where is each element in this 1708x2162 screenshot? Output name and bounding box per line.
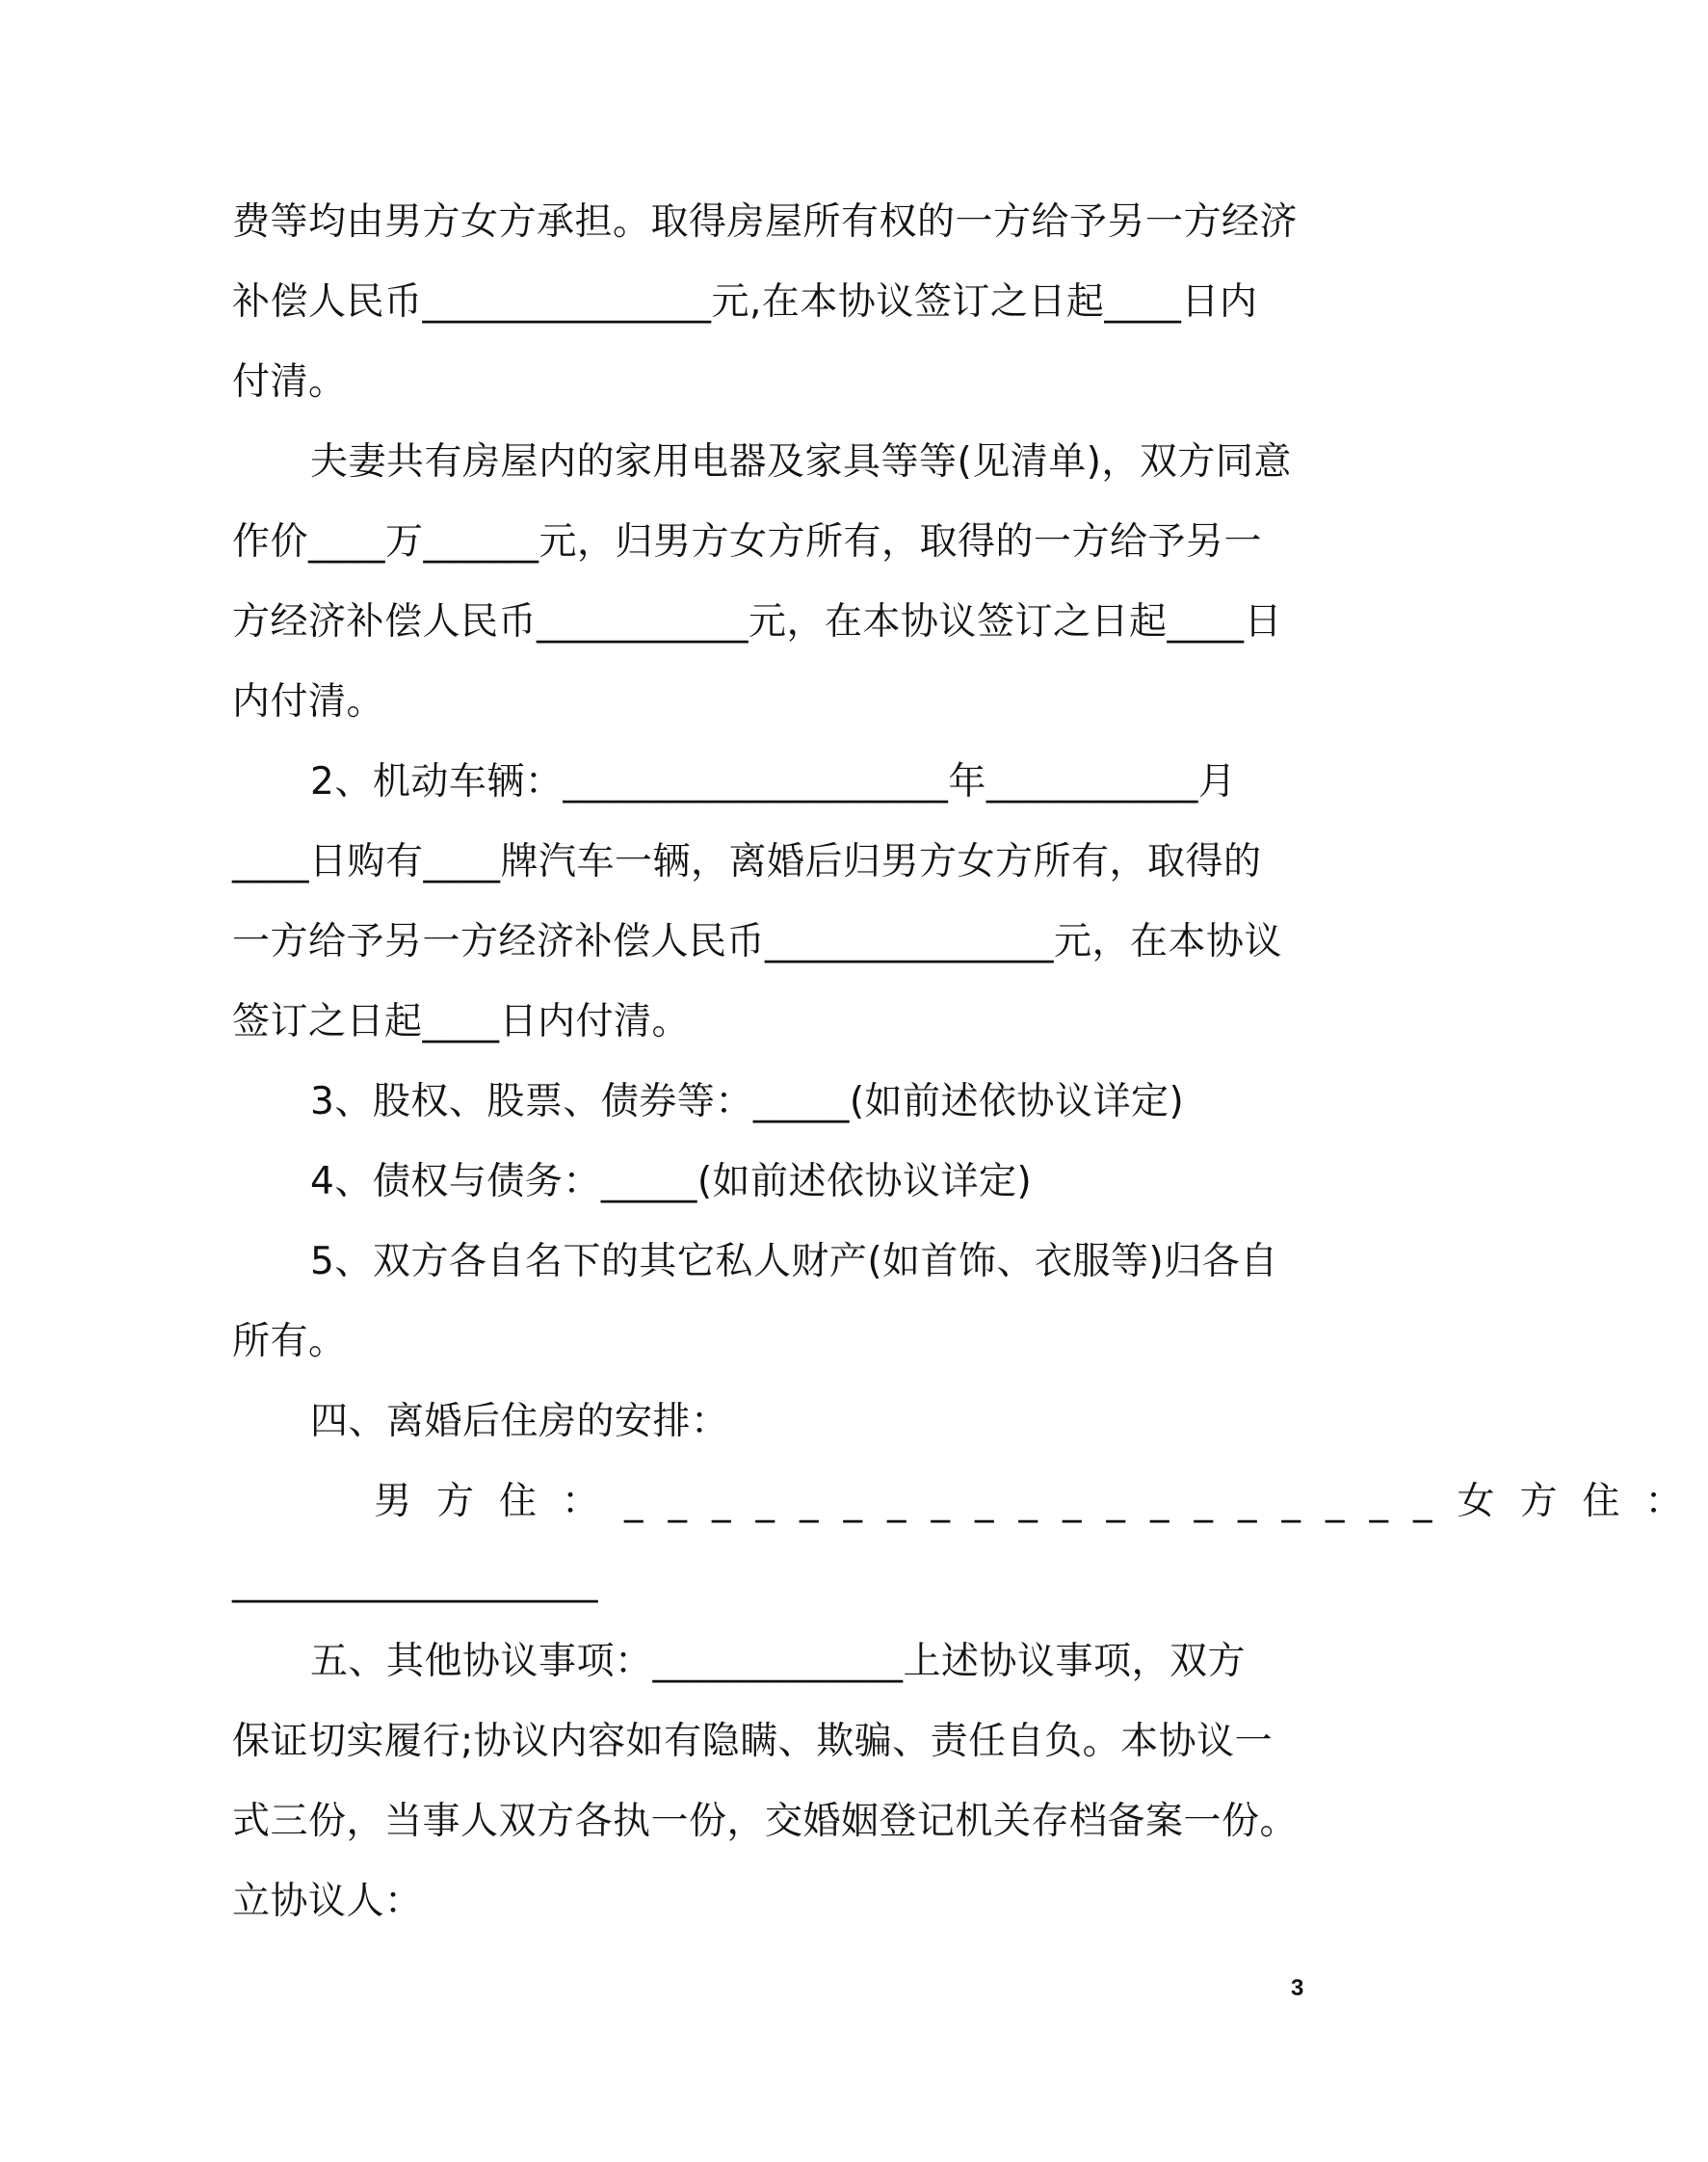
text-line: 补偿人民币_______________元,在本协议签订之日起____日内 [232,280,1258,324]
personal-property-clause-line: 5、双方各自名下的其它私人财产(如首饰、衣服等)归各自 [310,1240,1278,1283]
debt-clause-line: 4、债权与债务：_____(如前述依协议详定) [310,1160,1033,1203]
vehicle-clause-line: 2、机动车辆：____________________年___________月 [310,760,1237,804]
text-line: ____日购有____牌汽车一辆，离婚后归男方女方所有，取得的 [232,840,1262,883]
text-line: 作价____万______元，归男方女方所有，取得的一方给予另一 [232,520,1263,564]
paragraph-start-line: 夫妻共有房屋内的家用电器及家具等等(见清单)，双方同意 [310,440,1292,484]
page-number: 3 [1291,1975,1304,2001]
text-line: 所有。 [232,1320,347,1363]
section-heading: 五、其他协议事项：_____________上述协议事项，双方 [310,1640,1247,1683]
text-line: 签订之日起____日内付清。 [232,1000,691,1043]
text-line: 内付清。 [232,680,385,724]
text-line: 付清。 [232,360,347,404]
text-line: 方经济补偿人民币___________元，在本协议签订之日起____日 [232,600,1283,644]
equity-clause-line: 3、股权、股票、债券等：_____(如前述依协议详定) [310,1080,1185,1123]
text-line: 一方给予另一方经济补偿人民币_______________元，在本协议 [232,920,1283,963]
text-line: 保证切实履行;协议内容如有隐瞒、欺骗、责任自负。本协议一 [232,1720,1274,1763]
signatory-label: 立协议人： [232,1880,423,1923]
text-line: 费等均由男方女方承担。取得房屋所有权的一方给予另一方经济 [232,200,1299,244]
text-line: 式三份，当事人双方各执一份，交婚姻登记机关存档备案一份。 [232,1800,1299,1843]
housing-arrangement-line: 男方住：___________________女方住： [374,1480,1708,1523]
section-heading: 四、离婚后住房的安排： [310,1400,729,1443]
text-line: ___________________ [232,1560,598,1603]
